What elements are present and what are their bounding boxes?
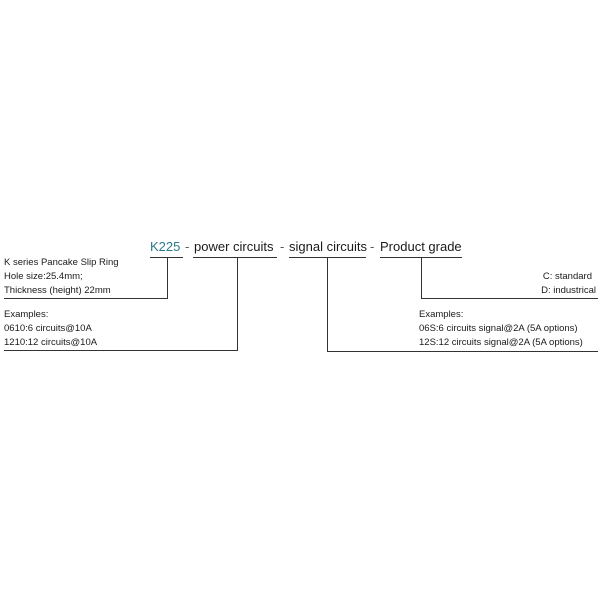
signal-examples-heading: Examples: <box>419 309 464 320</box>
power-example-item: 0610:6 circuits@10A <box>4 323 92 334</box>
signal-example-item: 06S:6 circuits signal@2A (5A options) <box>419 323 578 334</box>
separator-2: - <box>280 239 285 254</box>
power-circuits-field: power circuits <box>194 239 274 254</box>
series-note-line: Thickness (height) 22mm <box>4 285 111 296</box>
power-example-item: 1210:12 circuits@10A <box>4 337 98 348</box>
grade-option-industrial: D: industrical <box>541 285 596 296</box>
product-grade-field: Product grade <box>380 239 462 254</box>
power-examples-heading: Examples: <box>4 309 49 320</box>
model-code: K225 <box>150 239 181 254</box>
signal-circuits-field: signal circuits <box>289 239 368 254</box>
series-note-line: Hole size:25.4mm; <box>4 271 83 282</box>
separator-1: - <box>185 239 190 254</box>
grade-option-standard: C: standard <box>542 271 592 282</box>
separator-3: - <box>370 239 375 254</box>
signal-example-item: 12S:12 circuits signal@2A (5A options) <box>419 337 583 348</box>
series-note-line: K series Pancake Slip Ring <box>4 257 119 268</box>
